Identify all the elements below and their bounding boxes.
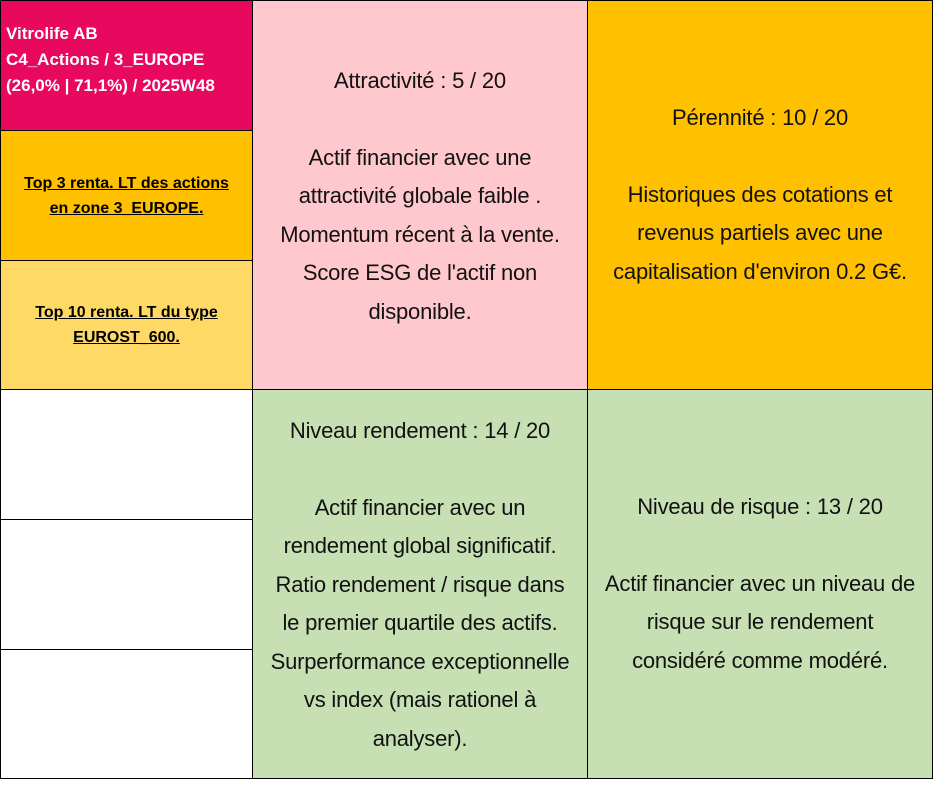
attractivite-line-1: Actif financier avec une — [308, 144, 532, 170]
attractivite-title: Attractivité : 5 / 20 — [334, 68, 506, 93]
rendement-line-6: vs index (mais rationel à — [303, 687, 537, 712]
asset-name: Vitrolife AB — [6, 24, 98, 43]
attractivite-line-3: Momentum récent à la vente. — [280, 221, 560, 247]
risque-cell — [587, 389, 933, 779]
asset-stats: (26,0% | 71,1%) / 2025W48 — [6, 76, 215, 95]
empty-cell-2 — [0, 519, 253, 650]
perennite-line-2: revenus partiels avec une — [637, 220, 883, 245]
rendement-cell — [252, 389, 588, 779]
asset-category: C4_Actions / 3_EUROPE — [6, 50, 205, 69]
rendement-line-4: le premier quartile des actifs. — [282, 610, 558, 635]
rendement-line-2: rendement global significatif. — [283, 533, 557, 558]
rendement-line-7: analyser). — [372, 725, 468, 751]
risque-line-2: risque sur le rendement — [646, 609, 874, 634]
risque-title: Niveau de risque : 13 / 20 — [637, 494, 883, 519]
attractivite-line-4: Score ESG de l'actif non — [302, 260, 538, 285]
ranking-zone-cell — [0, 130, 253, 261]
risque-line-1: Actif financier avec un niveau de — [604, 570, 916, 596]
empty-cell-3 — [0, 649, 253, 779]
rendement-line-3: Ratio rendement / risque dans — [275, 571, 565, 597]
rendement-title: Niveau rendement : 14 / 20 — [289, 418, 551, 443]
rendement-line-1: Actif financier avec un — [314, 494, 526, 520]
asset-header-cell — [0, 0, 253, 131]
perennite-title: Pérennité : 10 / 20 — [672, 105, 848, 130]
attractivite-line-2: attractivité globale faible . — [298, 183, 542, 208]
empty-cell-1 — [0, 389, 253, 520]
rendement-line-5: Surperformance exceptionnelle — [270, 648, 570, 674]
ranking-type-cell — [0, 260, 253, 390]
attractivite-cell — [252, 0, 588, 390]
attractivite-line-5: disponible. — [368, 298, 472, 324]
perennite-line-3: capitalisation d'environ 0.2 G€. — [613, 258, 907, 284]
ranking-zone-line-1: Top 3 renta. LT des actions — [24, 174, 229, 192]
ranking-zone-line-2: en zone 3_EUROPE. — [49, 199, 204, 217]
ranking-type-line-2: EUROST_600. — [73, 329, 180, 346]
risque-line-3: considéré comme modéré. — [632, 647, 888, 673]
ranking-type-line-1: Top 10 renta. LT du type — [35, 304, 218, 321]
perennite-line-1: Historiques des cotations et — [627, 181, 893, 207]
perennite-cell — [587, 0, 933, 390]
